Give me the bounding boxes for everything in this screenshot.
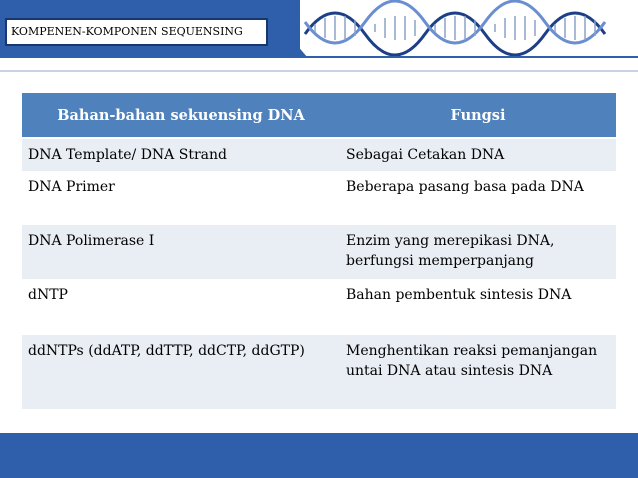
components-table: [22, 93, 616, 409]
table-row: [22, 279, 616, 335]
table-row: [22, 225, 616, 279]
header-rule: [300, 56, 638, 58]
table-cell-function: Sebagai Cetakan DNA: [340, 138, 616, 171]
table-cell-function: Enzim yang merepikasi DNA, berfungsi memperpanjang: [340, 225, 616, 279]
table-cell-material: DNA Polimerase I: [22, 225, 340, 279]
table-header-row: [22, 93, 616, 138]
table-cell-function: Bahan pembentuk sintesis DNA: [340, 279, 616, 335]
table-row: [22, 171, 616, 225]
table-row: [22, 335, 616, 409]
dna-helix-icon: [300, 0, 638, 56]
header-divider: [0, 70, 638, 72]
table-cell-material: DNA Primer: [22, 171, 340, 225]
table-cell-material: ddNTPs (ddATP, ddTTP, ddCTP, ddGTP): [22, 335, 340, 409]
table-row: [22, 138, 616, 171]
sequencing-components-table: [22, 93, 616, 409]
table-cell-function: Beberapa pasang basa pada DNA: [340, 171, 616, 225]
table-cell-material: dNTP: [22, 279, 340, 335]
table-cell-material: DNA Template/ DNA Strand: [22, 138, 340, 171]
column-header-material: Bahan-bahan sekuensing DNA: [22, 93, 340, 138]
column-header-function: Fungsi: [340, 93, 616, 138]
table-cell-function: Menghentikan reaksi pemanjangan untai DNA atau sintesis DNA: [340, 335, 616, 409]
slide-footer-bar: [0, 433, 638, 478]
slide-title: KOMPENEN-KOMPONEN SEQUENSING: [5, 18, 268, 46]
